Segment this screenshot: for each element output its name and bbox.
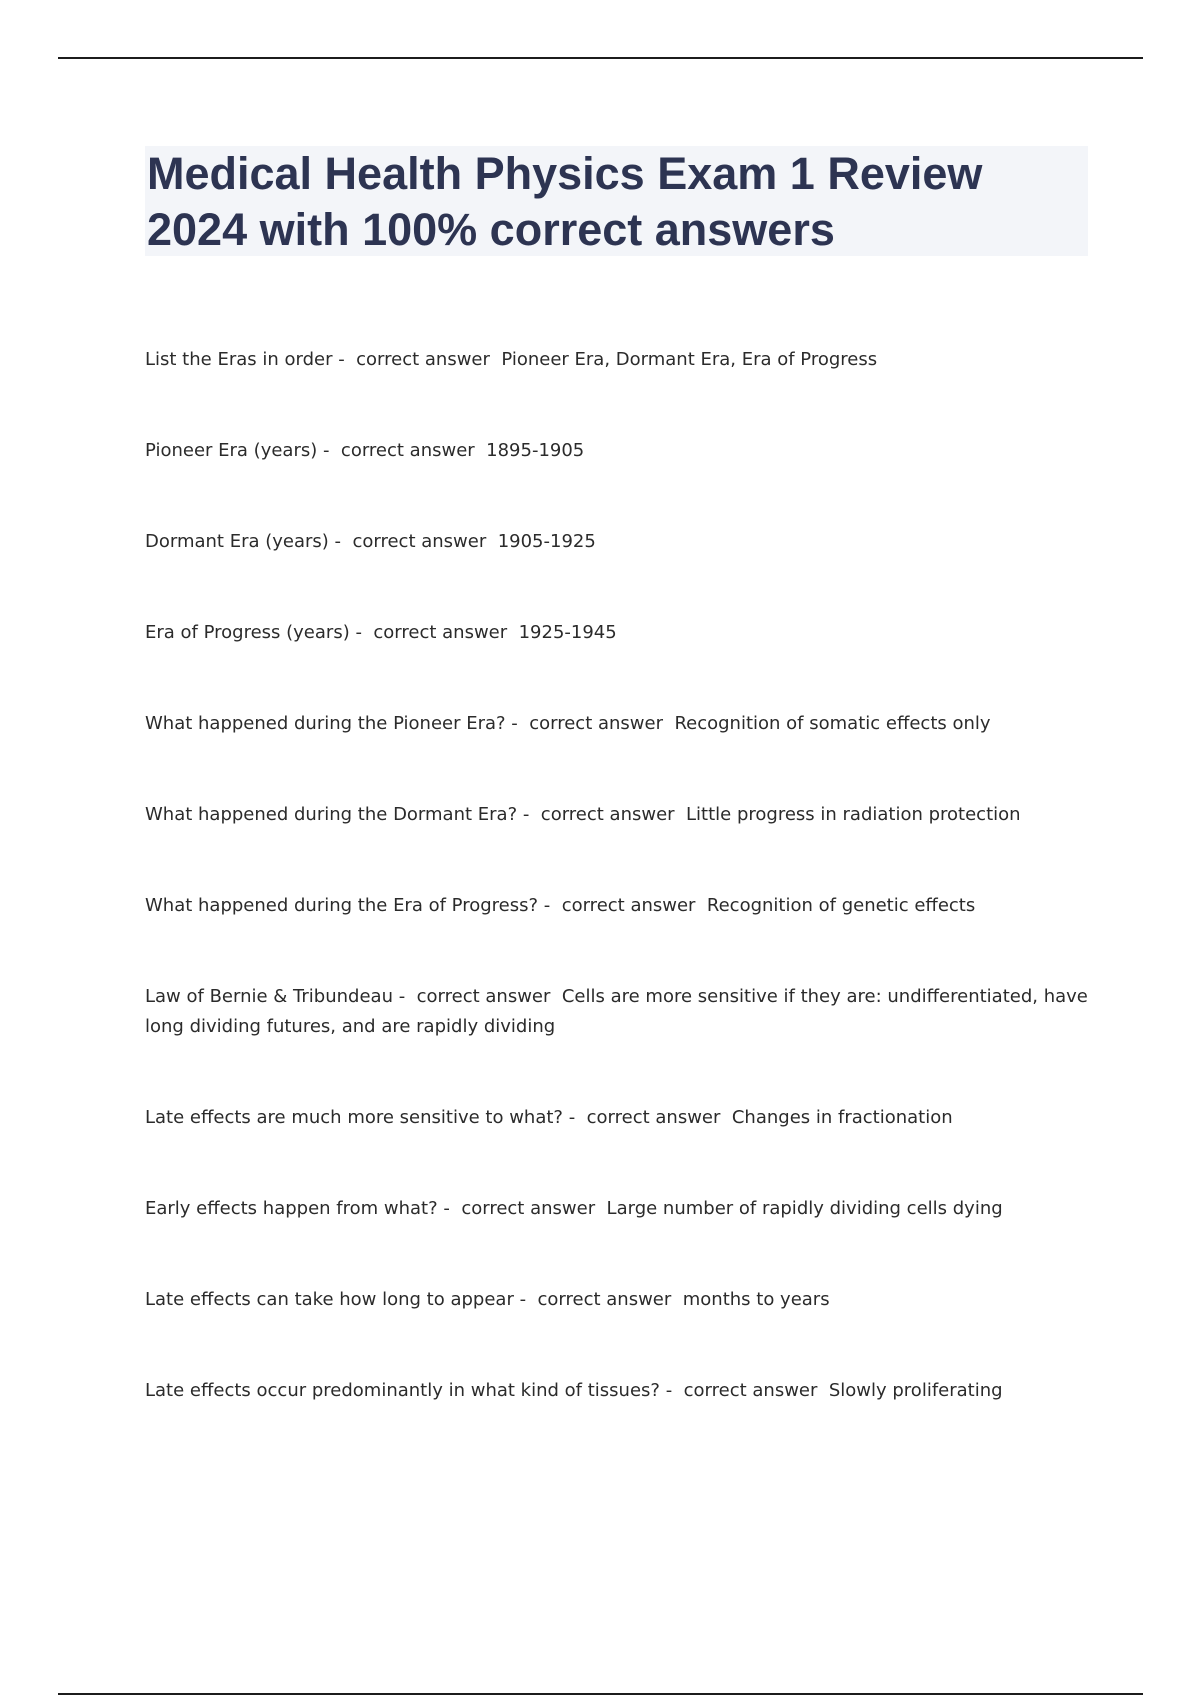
qa-question: What happened during the Pioneer Era? xyxy=(145,713,506,734)
qa-question: Late effects occur predominantly in what kind of tissues? xyxy=(145,1380,660,1401)
qa-answer: 1895-1905 xyxy=(486,440,585,461)
qa-item xyxy=(145,891,1095,921)
qa-item xyxy=(145,345,1095,375)
qa-answer: Pioneer Era, Dormant Era, Era of Progress xyxy=(501,349,878,370)
qa-item xyxy=(145,527,1095,557)
qa-question: What happened during the Era of Progress? xyxy=(145,895,539,916)
qa-answer: Little progress in radiation protection xyxy=(686,804,1021,825)
qa-question: Dormant Era (years) xyxy=(145,531,329,552)
qa-separator: - correct answer xyxy=(328,531,498,552)
qa-item xyxy=(145,1376,1095,1406)
title-block xyxy=(145,146,1088,256)
qa-answer: months to years xyxy=(682,1289,830,1310)
qa-answer: Large number of rapidly dividing cells dying xyxy=(606,1198,1003,1219)
qa-separator: - correct answer xyxy=(317,440,487,461)
qa-question: What happened during the Dormant Era? xyxy=(145,804,518,825)
qa-separator: - correct answer xyxy=(332,349,502,370)
qa-item xyxy=(145,709,1095,739)
qa-separator: - correct answer xyxy=(659,1380,829,1401)
qa-answer: Slowly proliferating xyxy=(828,1380,1003,1401)
qa-item xyxy=(145,1285,1095,1315)
qa-separator: - correct answer xyxy=(562,1107,732,1128)
qa-separator: - correct answer xyxy=(513,1289,683,1310)
qa-item xyxy=(145,618,1095,648)
qa-separator: - correct answer xyxy=(505,713,675,734)
qa-answer: Changes in fractionation xyxy=(731,1107,953,1128)
qa-item xyxy=(145,1194,1095,1224)
qa-separator: - correct answer xyxy=(437,1198,607,1219)
qa-item xyxy=(145,436,1095,466)
qa-separator: - correct answer xyxy=(349,622,519,643)
qa-separator: - correct answer xyxy=(538,895,707,916)
qa-answer: Recognition of genetic effects xyxy=(706,895,976,916)
qa-question: Early effects happen from what? xyxy=(145,1198,438,1219)
qa-item xyxy=(145,800,1095,830)
qa-item xyxy=(145,1103,1095,1133)
qa-answer: Recognition of somatic effects only xyxy=(674,713,991,734)
qa-question: List the Eras in order xyxy=(145,349,333,370)
qa-question: Era of Progress (years) xyxy=(145,622,350,643)
qa-answer: 1905-1925 xyxy=(497,531,596,552)
document-title: Medical Health Physics Exam 1 Review 2024 with 100% correct answers xyxy=(147,148,983,255)
qa-separator: - correct answer xyxy=(392,986,562,1007)
qa-question: Late effects are much more sensitive to what? xyxy=(145,1107,563,1128)
bottom-rule xyxy=(58,1693,1143,1695)
qa-question: Pioneer Era (years) xyxy=(145,440,318,461)
qa-separator: - correct answer xyxy=(517,804,687,825)
qa-question: Law of Bernie & Tribundeau xyxy=(145,986,393,1007)
qa-question: Late effects can take how long to appear xyxy=(145,1289,514,1310)
qa-answer: 1925-1945 xyxy=(518,622,617,643)
top-rule xyxy=(58,57,1143,59)
qa-answer: Cells are more sensitive if they are: undifferentiated, have long dividing futures, and are rapidly dividing xyxy=(145,986,1094,1037)
qa-item xyxy=(145,982,1095,1042)
